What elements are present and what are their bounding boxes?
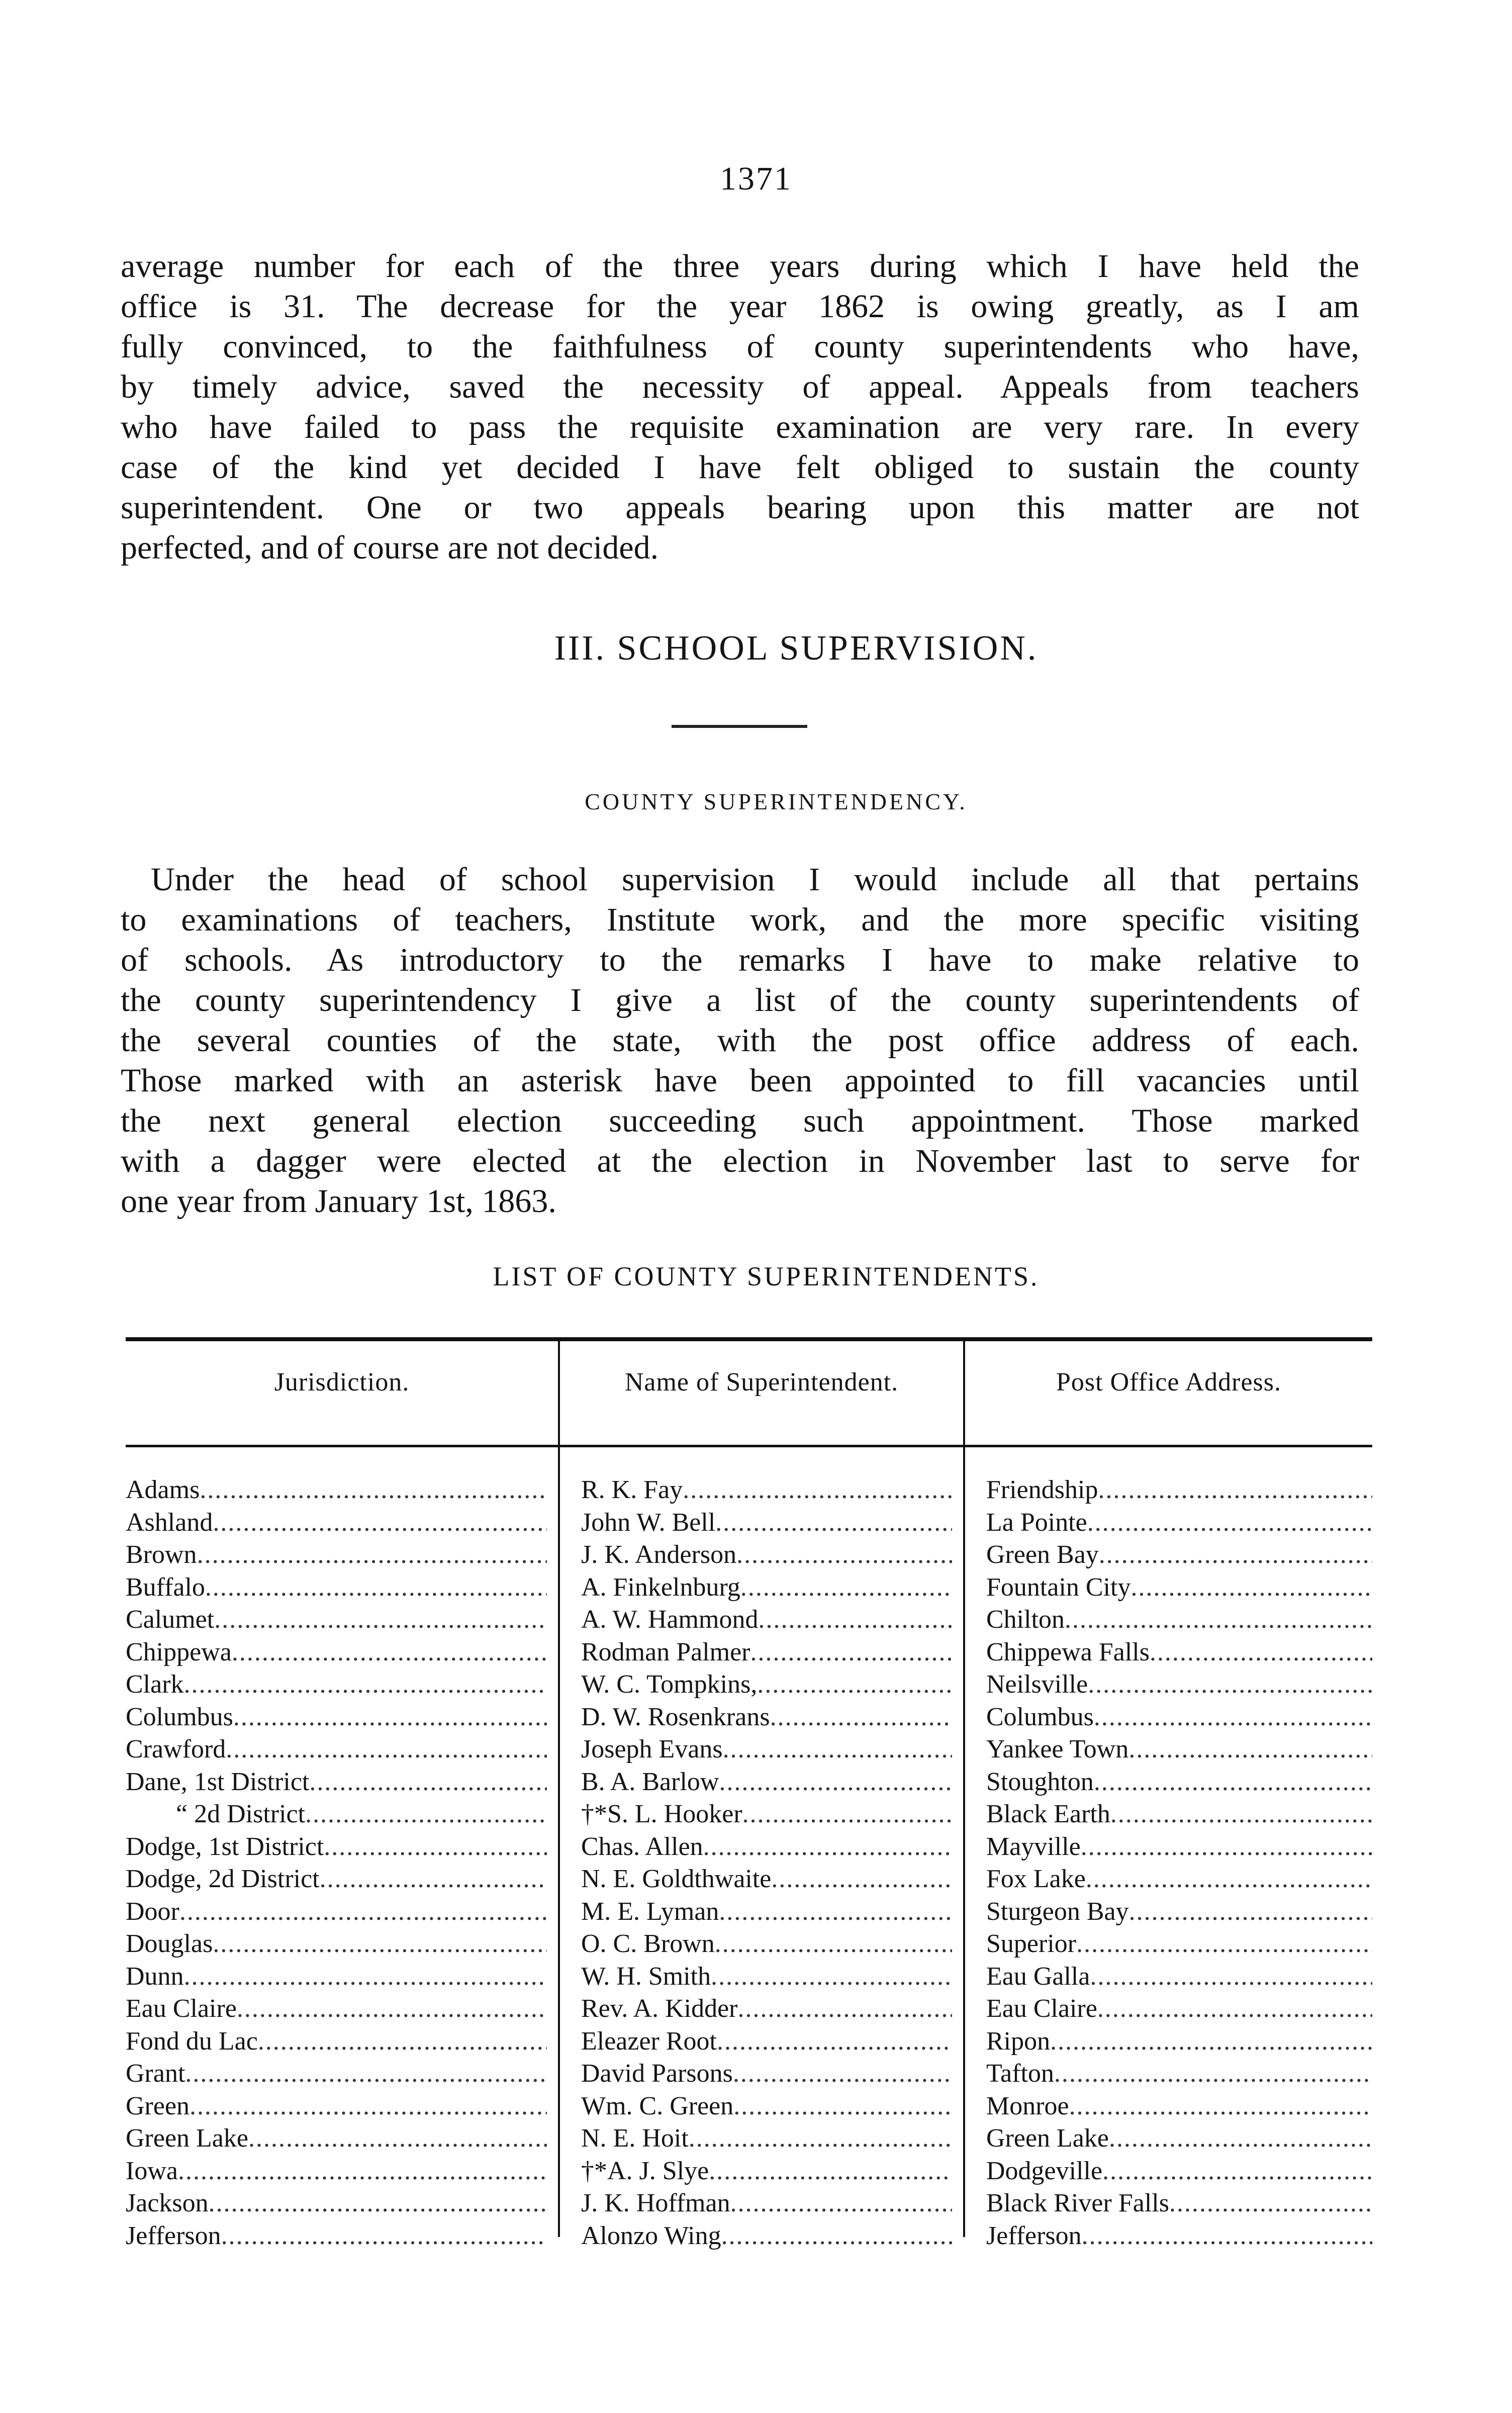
superintendent-cell-text: Joseph Evans (581, 1735, 723, 1764)
jurisdiction-cell-text: Eau Claire (126, 1994, 237, 2023)
dot-leader (683, 1474, 952, 1507)
superintendent-cell-text: M. E. Lyman (581, 1897, 719, 1926)
superintendent-cell (558, 1668, 963, 1701)
post-office-cell-text: Ripon (986, 2026, 1051, 2056)
post-office-cell (963, 1507, 1372, 1539)
superintendent-cell-text: O. C. Brown (581, 1929, 715, 1958)
dot-leader (324, 1831, 547, 1864)
post-office-cell (963, 2090, 1372, 2123)
dot-leader (197, 1539, 547, 1571)
dot-leader (740, 1571, 952, 1604)
superintendent-cell-text: †*S. L. Hooker (581, 1800, 742, 1828)
text-line: Those marked with an asterisk have been appointed to fill vacancies until (121, 1062, 1359, 1099)
jurisdiction-cell-text: Dodge, 2d District (126, 1865, 320, 1893)
superintendent-cell (558, 1993, 963, 2025)
post-office-cell-text: Monroe (986, 2091, 1069, 2120)
superintendent-cell (558, 1733, 963, 1766)
superintendent-cell (558, 2058, 963, 2090)
superintendent-cell-text: R. K. Fay (581, 1475, 683, 1504)
dot-leader (1081, 1831, 1372, 1864)
dot-leader (715, 1928, 952, 1961)
post-office-cell (963, 1571, 1372, 1604)
post-office-cell-text: Dodgeville (986, 2156, 1103, 2185)
header-superintendent: Name of Superintendent. (624, 1368, 899, 1397)
dot-leader (742, 1798, 952, 1831)
post-office-cell-text: Neilsville (986, 1670, 1088, 1699)
table-row (126, 1766, 1372, 1799)
jurisdiction-cell (126, 1571, 558, 1604)
superintendent-cell (558, 1571, 963, 1604)
jurisdiction-cell (126, 1928, 558, 1961)
table-row (126, 1604, 1372, 1636)
jurisdiction-cell-text: Columbus (126, 1702, 233, 1731)
superintendent-cell-text: Wm. C. Green (581, 2091, 734, 2120)
jurisdiction-cell (126, 1896, 558, 1928)
dot-leader (721, 2220, 952, 2253)
jurisdiction-cell-text: Jefferson (126, 2221, 221, 2250)
dot-leader (1054, 2058, 1372, 2090)
table-row (126, 2025, 1372, 2058)
superintendent-cell (558, 2025, 963, 2058)
superintendent-cell (558, 2155, 963, 2188)
table-row (126, 1831, 1372, 1864)
superintendent-cell-text: David Parsons (581, 2059, 733, 2088)
table-top-rule (126, 1337, 1372, 1341)
post-office-cell-text: Friendship (986, 1475, 1098, 1504)
sub-heading: COUNTY SUPERINTENDENCY. (585, 789, 968, 814)
post-office-cell (963, 1766, 1372, 1799)
post-office-cell-text: Jefferson (986, 2221, 1082, 2250)
superintendent-cell (558, 1474, 963, 1507)
post-office-cell-text: Black Earth (986, 1800, 1110, 1828)
post-office-cell (963, 1636, 1372, 1669)
dot-leader (1110, 1798, 1372, 1831)
jurisdiction-cell (126, 1766, 558, 1799)
table-row (126, 1928, 1372, 1961)
dot-leader (1109, 2122, 1372, 2155)
post-office-cell (963, 2187, 1372, 2220)
dot-leader (233, 1701, 547, 1734)
dot-leader (179, 1896, 547, 1928)
post-office-cell (963, 2025, 1372, 2058)
dot-leader (248, 2122, 547, 2155)
post-office-cell-text: Black River Falls (986, 2189, 1169, 2217)
post-office-cell (963, 1961, 1372, 1993)
jurisdiction-cell (126, 1993, 558, 2025)
post-office-cell (963, 1604, 1372, 1636)
dot-leader (214, 1604, 547, 1636)
header-post-office: Post Office Address. (1056, 1368, 1281, 1397)
post-office-cell-text: Stoughton (986, 1767, 1094, 1796)
post-office-cell (963, 2155, 1372, 2188)
superintendent-cell (558, 1831, 963, 1864)
dot-leader (1169, 2187, 1372, 2220)
superintendent-cell-text: W. C. Tompkins, (581, 1670, 758, 1699)
jurisdiction-cell (126, 2220, 558, 2253)
jurisdiction-cell (126, 1636, 558, 1669)
dot-leader (709, 2155, 952, 2188)
dot-leader (736, 1539, 952, 1571)
jurisdiction-cell-text: Brown (126, 1540, 197, 1569)
jurisdiction-cell-text: Clark (126, 1670, 184, 1699)
superintendent-cell-text: A. Finkelnburg (581, 1572, 740, 1602)
dot-leader (770, 1701, 952, 1734)
dot-leader (209, 2187, 547, 2220)
post-office-cell (963, 1928, 1372, 1961)
post-office-cell-text: Fox Lake (986, 1865, 1086, 1893)
jurisdiction-cell (126, 2155, 558, 2188)
superintendent-cell-text: W. H. Smith (581, 1962, 711, 1991)
text-line: Under the head of school supervision I would include all that pertains (151, 861, 1359, 898)
jurisdiction-cell-text: Grant (126, 2059, 185, 2088)
table-header-rule (126, 1445, 1372, 1447)
page-number: 1371 (720, 160, 792, 197)
post-office-cell (963, 1863, 1372, 1896)
superintendent-cell (558, 2090, 963, 2123)
superintendent-cell (558, 1539, 963, 1571)
dot-leader (1065, 1604, 1372, 1636)
jurisdiction-cell-text: Ashland (126, 1508, 213, 1537)
table-row (126, 2090, 1372, 2123)
dot-leader (1128, 1733, 1372, 1766)
jurisdiction-cell-text: Green (126, 2091, 190, 2120)
post-office-cell-text: Yankee Town (986, 1735, 1129, 1764)
superintendent-cell-text: Alonzo Wing (581, 2221, 721, 2250)
jurisdiction-cell-text: Chippewa (126, 1637, 232, 1666)
jurisdiction-cell (126, 1539, 558, 1571)
dot-leader (1098, 1474, 1372, 1507)
dot-leader (1129, 1896, 1372, 1928)
jurisdiction-cell-text: Jackson (126, 2189, 209, 2217)
dot-leader (320, 1863, 547, 1896)
dot-leader (190, 2090, 547, 2123)
superintendent-cell-text: J. K. Anderson (581, 1540, 737, 1569)
paragraph-appeals (121, 246, 1359, 568)
dot-leader (719, 1896, 952, 1928)
post-office-cell (963, 1539, 1372, 1571)
dot-leader (717, 2025, 952, 2058)
dot-leader (723, 1733, 952, 1766)
dot-leader (226, 1733, 547, 1766)
jurisdiction-cell-text: Dodge, 1st District (126, 1832, 324, 1861)
jurisdiction-cell (126, 1863, 558, 1896)
dot-leader (715, 1507, 952, 1539)
dot-leader (1086, 1863, 1372, 1896)
dot-leader (305, 1798, 547, 1831)
table-body (126, 1474, 1372, 2252)
dot-leader (200, 1474, 547, 1507)
dot-leader (1087, 1507, 1372, 1539)
jurisdiction-cell-text: Iowa (126, 2156, 178, 2185)
jurisdiction-cell (126, 1961, 558, 1993)
table-row (126, 2220, 1372, 2253)
post-office-cell-text: Tafton (986, 2059, 1054, 2088)
dot-leader (1099, 1539, 1372, 1571)
superintendent-cell (558, 1701, 963, 1734)
jurisdiction-cell-text: Dunn (126, 1962, 184, 1991)
dot-leader (205, 1571, 547, 1604)
dot-leader (703, 1831, 952, 1864)
text-line: by timely advice, saved the necessity of appeal. Appeals from teachers (121, 368, 1359, 405)
superintendent-cell-text: John W. Bell (581, 1508, 716, 1537)
text-line: the county superintendency I give a list of the county superintendents of (121, 982, 1359, 1018)
table-row (126, 1571, 1372, 1604)
post-office-cell-text: Eau Claire (986, 1994, 1097, 2023)
text-line: perfected, and of course are not decided. (121, 529, 659, 566)
text-line: with a dagger were elected at the election in November last to serve for (121, 1143, 1359, 1179)
table-row (126, 1798, 1372, 1831)
superintendent-cell-text: A. W. Hammond (581, 1605, 759, 1634)
post-office-cell (963, 2220, 1372, 2253)
post-office-cell (963, 1831, 1372, 1864)
jurisdiction-cell-text: Fond du Lac (126, 2026, 258, 2056)
post-office-cell-text: Green Bay (986, 1540, 1099, 1569)
post-office-cell-text: Chippewa Falls (986, 1637, 1150, 1666)
table-row (126, 1474, 1372, 1507)
table-row (126, 1863, 1372, 1896)
text-line: one year from January 1st, 1863. (121, 1183, 556, 1220)
post-office-cell-text: Fountain City (986, 1572, 1131, 1602)
superintendent-cell (558, 2122, 963, 2155)
jurisdiction-cell (126, 2090, 558, 2123)
dot-leader (1090, 1961, 1372, 1993)
table-row (126, 1507, 1372, 1539)
superintendent-cell (558, 1604, 963, 1636)
superintendent-cell-text: J. K. Hoffman (581, 2189, 730, 2217)
dot-leader (1050, 2025, 1372, 2058)
section-divider (672, 725, 807, 728)
superintendent-cell (558, 1863, 963, 1896)
dot-leader (771, 1863, 952, 1896)
dot-leader (750, 1636, 952, 1669)
text-line: who have failed to pass the requisite examination are very rare. In every (121, 409, 1359, 445)
jurisdiction-cell (126, 2025, 558, 2058)
table-row (126, 2155, 1372, 2188)
superintendent-cell (558, 1896, 963, 1928)
table-row (126, 2058, 1372, 2090)
text-line: the next general election succeeding such appointment. Those marked (121, 1102, 1359, 1139)
post-office-cell (963, 2122, 1372, 2155)
dot-leader (1082, 2220, 1372, 2253)
post-office-cell-text: Green Lake (986, 2124, 1109, 2153)
superintendent-cell-text: Rodman Palmer (581, 1637, 750, 1666)
section-heading: III. SCHOOL SUPERVISION. (554, 629, 1038, 668)
post-office-cell (963, 1993, 1372, 2025)
superintendent-cell-text: Eleazer Root (581, 2026, 717, 2056)
dot-leader (178, 2155, 547, 2188)
paragraph-supervision (121, 860, 1359, 1222)
dot-leader (1069, 2090, 1372, 2123)
dot-leader (719, 1766, 952, 1799)
superintendent-cell-text: N. E. Hoit (581, 2124, 689, 2153)
superintendent-cell-text: N. E. Goldthwaite (581, 1865, 772, 1893)
table-title: LIST OF COUNTY SUPERINTENDENTS. (493, 1261, 1040, 1291)
jurisdiction-cell-text: Door (126, 1897, 179, 1926)
table-row (126, 1701, 1372, 1734)
text-line: office is 31. The decrease for the year 1862 is owing greatly, as I am (121, 288, 1359, 325)
superintendent-cell-text: Rev. A. Kidder (581, 1994, 738, 2023)
dot-leader (1150, 1636, 1372, 1669)
dot-leader (733, 2090, 952, 2123)
table-row (126, 1733, 1372, 1766)
dot-leader (213, 1507, 547, 1539)
jurisdiction-cell (126, 1831, 558, 1864)
text-line: the several counties of the state, with the post office address of each. (121, 1022, 1359, 1059)
jurisdiction-cell (126, 1668, 558, 1701)
dot-leader (1094, 1766, 1372, 1799)
dot-leader (309, 1766, 547, 1799)
dot-leader (213, 1928, 547, 1961)
jurisdiction-cell-text: Dane, 1st District (126, 1767, 310, 1796)
dot-leader (737, 1993, 952, 2025)
post-office-cell-text: Sturgeon Bay (986, 1897, 1129, 1926)
post-office-cell (963, 1798, 1372, 1831)
dot-leader (185, 2058, 547, 2090)
jurisdiction-cell (126, 1701, 558, 1734)
text-line: case of the kind yet decided I have felt obliged to sustain the county (121, 449, 1359, 486)
jurisdiction-cell-text: Crawford (126, 1735, 226, 1764)
superintendent-cell (558, 2187, 963, 2220)
dot-leader (711, 1961, 952, 1993)
text-line: of schools. As introductory to the remarks I have to make relative to (121, 942, 1359, 978)
dot-leader (237, 1993, 547, 2025)
table-row (126, 1961, 1372, 1993)
jurisdiction-cell (126, 1604, 558, 1636)
superintendent-cell-text: B. A. Barlow (581, 1767, 719, 1796)
header-jurisdiction: Jurisdiction. (274, 1368, 410, 1397)
jurisdiction-cell-text: Douglas (126, 1929, 213, 1958)
dot-leader (1094, 1701, 1372, 1734)
table-row (126, 1668, 1372, 1701)
post-office-cell-text: Columbus (986, 1702, 1094, 1731)
jurisdiction-cell (126, 2122, 558, 2155)
jurisdiction-cell-text: Green Lake (126, 2124, 248, 2153)
dot-leader (1130, 1571, 1372, 1604)
jurisdiction-cell (126, 1798, 558, 1831)
table-row (126, 2187, 1372, 2220)
dot-leader (1102, 2155, 1372, 2188)
text-line: superintendent. One or two appeals bearing upon this matter are not (121, 489, 1359, 526)
superintendent-cell-text: †*A. J. Slye (581, 2156, 709, 2185)
dot-leader (1097, 1993, 1372, 2025)
dot-leader (1076, 1928, 1372, 1961)
superintendents-table (126, 1337, 1372, 2277)
table-row (126, 1896, 1372, 1928)
text-line: average number for each of the three years during which I have held the (121, 248, 1359, 285)
dot-leader (757, 1668, 952, 1701)
jurisdiction-cell-text: “ 2d District (176, 1800, 306, 1828)
text-line: fully convinced, to the faithfulness of county superintendents who have, (121, 328, 1359, 365)
dot-leader (1088, 1668, 1372, 1701)
post-office-cell (963, 1733, 1372, 1766)
post-office-cell (963, 1668, 1372, 1701)
jurisdiction-cell-text: Adams (126, 1475, 200, 1504)
post-office-cell (963, 1701, 1372, 1734)
superintendent-cell (558, 1961, 963, 1993)
post-office-cell-text: Eau Galla (986, 1962, 1090, 1991)
superintendent-cell (558, 1636, 963, 1669)
dot-leader (730, 2187, 952, 2220)
superintendent-cell (558, 1798, 963, 1831)
superintendent-cell-text: D. W. Rosenkrans (581, 1702, 770, 1731)
jurisdiction-cell (126, 1474, 558, 1507)
table-row (126, 2122, 1372, 2155)
table-row (126, 1993, 1372, 2025)
post-office-cell-text: Superior (986, 1929, 1077, 1958)
jurisdiction-cell (126, 1507, 558, 1539)
post-office-cell (963, 1474, 1372, 1507)
dot-leader (184, 1668, 547, 1701)
post-office-cell (963, 2058, 1372, 2090)
jurisdiction-cell (126, 2058, 558, 2090)
jurisdiction-cell-text: Buffalo (126, 1572, 205, 1602)
table-row (126, 1539, 1372, 1571)
superintendent-cell (558, 1766, 963, 1799)
dot-leader (184, 1961, 547, 1993)
dot-leader (758, 1604, 952, 1636)
jurisdiction-cell (126, 1733, 558, 1766)
post-office-cell-text: Chilton (986, 1605, 1065, 1634)
dot-leader (689, 2122, 952, 2155)
dot-leader (232, 1636, 547, 1669)
text-line: to examinations of teachers, Institute work, and the more specific visiting (121, 901, 1359, 938)
post-office-cell (963, 1896, 1372, 1928)
dot-leader (258, 2025, 547, 2058)
superintendent-cell-text: Chas. Allen (581, 1832, 703, 1861)
superintendent-cell (558, 1928, 963, 1961)
jurisdiction-cell (126, 2187, 558, 2220)
superintendent-cell (558, 1507, 963, 1539)
dot-leader (733, 2058, 952, 2090)
jurisdiction-cell-text: Calumet (126, 1605, 215, 1634)
post-office-cell-text: Mayville (986, 1832, 1081, 1861)
table-row (126, 1636, 1372, 1669)
post-office-cell-text: La Pointe (986, 1508, 1087, 1537)
superintendent-cell (558, 2220, 963, 2253)
dot-leader (221, 2220, 547, 2253)
